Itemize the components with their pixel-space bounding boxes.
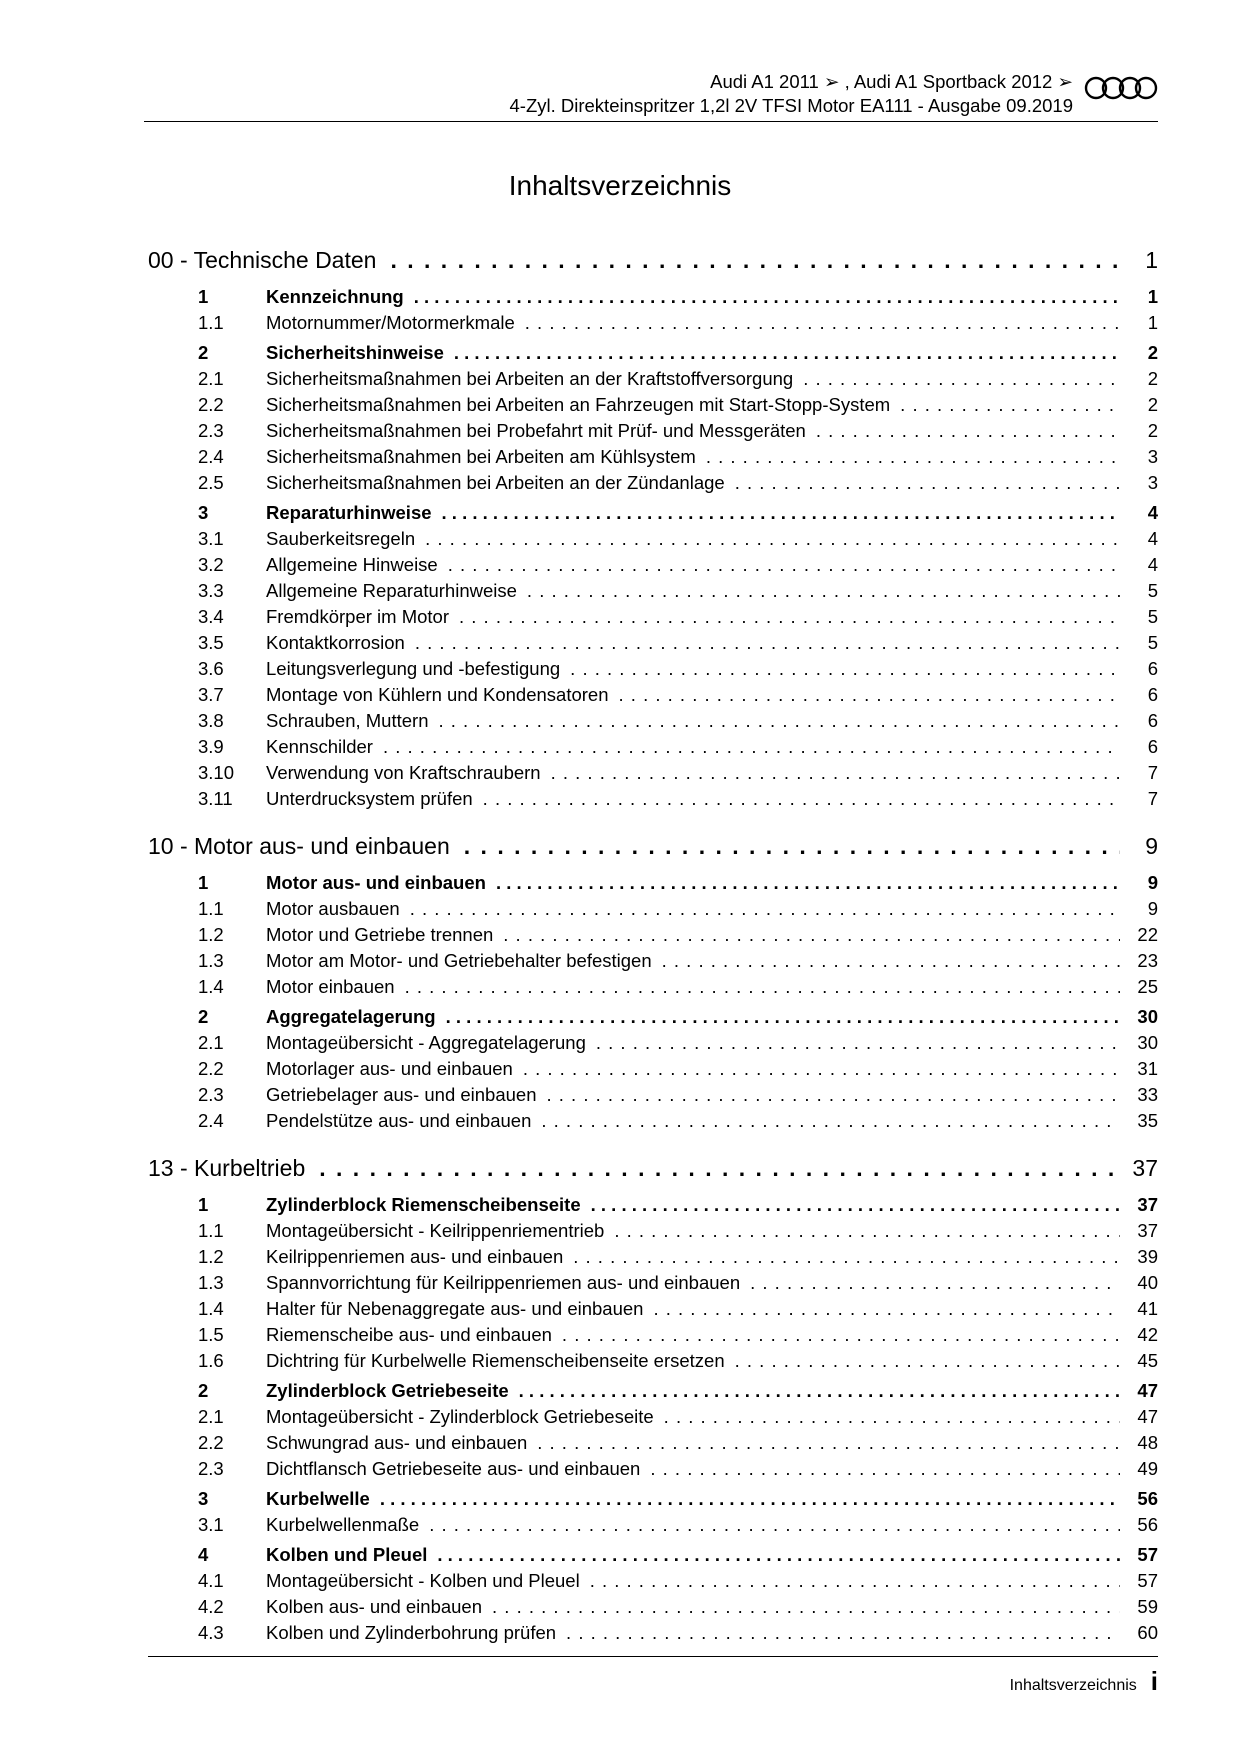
toc-section[interactable] xyxy=(148,340,1158,366)
toc-dot-leader xyxy=(454,340,1120,366)
toc-subsection[interactable] xyxy=(148,1620,1158,1646)
toc-entry-page: 5 xyxy=(1147,632,1158,653)
toc-dot-leader xyxy=(496,870,1120,896)
toc-subsection[interactable] xyxy=(148,1348,1158,1374)
toc-chapter[interactable] xyxy=(148,826,1158,866)
toc-entry-page: 5 xyxy=(1147,606,1158,627)
toc-dot-leader xyxy=(405,974,1120,1000)
footer-page-number: i xyxy=(1150,1666,1158,1696)
toc-entry-label: Montageübersicht - Kolben und Pleuel xyxy=(266,1570,580,1591)
toc-subsection[interactable] xyxy=(148,1218,1158,1244)
toc-entry-label: Allgemeine Reparaturhinweise xyxy=(266,580,517,601)
toc-dot-leader xyxy=(519,1378,1120,1404)
toc-entry-number: 2.1 xyxy=(198,368,224,389)
toc-entry-label: Sauberkeitsregeln xyxy=(266,528,416,549)
toc-section[interactable] xyxy=(148,1192,1158,1218)
toc-entry-page: 9 xyxy=(1145,833,1158,859)
toc-entry-number: 3.4 xyxy=(198,606,224,627)
header-line-1: Audi A1 2011 ➢ , Audi A1 Sportback 2012 ➢ xyxy=(710,71,1073,92)
toc-entry-page: 31 xyxy=(1137,1058,1158,1079)
toc-entry-label: Sicherheitshinweise xyxy=(266,342,444,363)
toc-dot-leader xyxy=(900,392,1120,418)
toc-entry-label: Sicherheitsmaßnahmen bei Arbeiten an der Zündanlage xyxy=(266,472,725,493)
toc-entry-number: 1 xyxy=(198,1194,209,1215)
toc-dot-leader xyxy=(596,1030,1120,1056)
toc-entry-label: Motor ausbauen xyxy=(266,898,400,919)
toc-entry-number: 1.4 xyxy=(198,1298,224,1319)
toc-subsection[interactable] xyxy=(148,1456,1158,1482)
toc-dot-leader xyxy=(483,786,1120,812)
toc-entry-page: 7 xyxy=(1147,762,1158,783)
toc-subsection[interactable] xyxy=(148,1030,1158,1056)
toc-entry-number: 3 xyxy=(198,1488,209,1509)
toc-dot-leader xyxy=(706,444,1120,470)
toc-entry-page: 1 xyxy=(1147,286,1158,307)
toc-entry-page: 40 xyxy=(1137,1272,1158,1293)
toc-entry-page: 6 xyxy=(1147,684,1158,705)
toc-entry-label: Montage von Kühlern und Kondensatoren xyxy=(266,684,609,705)
toc-entry-page: 49 xyxy=(1137,1458,1158,1479)
toc-dot-leader xyxy=(523,1056,1120,1082)
toc-entry-label: Spannvorrichtung für Keilrippenriemen aus- und einbauen xyxy=(266,1272,741,1293)
toc-subsection[interactable] xyxy=(148,1322,1158,1348)
toc-dot-leader xyxy=(750,1270,1120,1296)
toc-entry-label: Kennschilder xyxy=(266,736,373,757)
toc-dot-leader xyxy=(425,526,1120,552)
toc-dot-leader xyxy=(562,1322,1120,1348)
toc-subsection[interactable] xyxy=(148,310,1158,336)
toc-entry-page: 22 xyxy=(1137,924,1158,945)
toc-subsection[interactable] xyxy=(148,786,1158,812)
toc-entry-number: 1.3 xyxy=(198,950,224,971)
header-divider xyxy=(144,121,1158,122)
toc-subsection[interactable] xyxy=(148,1568,1158,1594)
toc-dot-leader xyxy=(590,1568,1120,1594)
toc-entry-label: 10 - Motor aus- und einbauen xyxy=(148,833,450,859)
toc-dot-leader xyxy=(503,922,1120,948)
toc-dot-leader xyxy=(650,1456,1120,1482)
toc-dot-leader xyxy=(619,682,1120,708)
toc-subsection[interactable] xyxy=(148,922,1158,948)
footer-label: Inhaltsverzeichnis xyxy=(1009,1677,1137,1694)
toc-dot-leader xyxy=(566,1620,1120,1646)
toc-entry-label: Dichtring für Kurbelwelle Riemenscheibenseite ersetzen xyxy=(266,1350,725,1371)
toc-subsection[interactable] xyxy=(148,1594,1158,1620)
toc-entry-number: 2.3 xyxy=(198,1084,224,1105)
toc-dot-leader xyxy=(570,656,1120,682)
toc-entry-number: 1 xyxy=(198,286,209,307)
toc-dot-leader xyxy=(390,240,1120,280)
toc-dot-leader xyxy=(541,1108,1120,1134)
toc-subsection[interactable] xyxy=(148,948,1158,974)
toc-subsection[interactable] xyxy=(148,1082,1158,1108)
toc-entry-number: 3.9 xyxy=(198,736,224,757)
toc-entry-page: 57 xyxy=(1137,1570,1158,1591)
toc-entry-label: Kolben aus- und einbauen xyxy=(266,1596,483,1617)
toc-dot-leader xyxy=(459,604,1120,630)
toc-entry-label: Riemenscheibe aus- und einbauen xyxy=(266,1324,552,1345)
toc-entry-label: Kennzeichnung xyxy=(266,286,404,307)
toc-dot-leader xyxy=(735,1348,1120,1374)
toc-entry-label: Halter für Nebenaggregate aus- und einbauen xyxy=(266,1298,644,1319)
toc-entry-number: 1.2 xyxy=(198,1246,224,1267)
toc-dot-leader xyxy=(446,1004,1120,1030)
toc-entry-label: Sicherheitsmaßnahmen bei Probefahrt mit Prüf- und Messgeräten xyxy=(266,420,806,441)
toc-subsection[interactable] xyxy=(148,682,1158,708)
toc-dot-leader xyxy=(492,1594,1120,1620)
toc-dot-leader xyxy=(573,1244,1120,1270)
toc-entry-number: 3.5 xyxy=(198,632,224,653)
toc-entry-number: 3.7 xyxy=(198,684,224,705)
toc-entry-page: 37 xyxy=(1137,1220,1158,1241)
toc-entry-number: 3.6 xyxy=(198,658,224,679)
toc-dot-leader xyxy=(383,734,1120,760)
toc-entry-page: 37 xyxy=(1137,1194,1158,1215)
toc-entry-label: Montageübersicht - Zylinderblock Getriebeseite xyxy=(266,1406,654,1427)
page-title: Inhaltsverzeichnis xyxy=(508,170,732,201)
toc-entry-label: Sicherheitsmaßnahmen bei Arbeiten an der Kraftstoffversorgung xyxy=(266,368,794,389)
toc-entry-label: Sicherheitsmaßnahmen bei Arbeiten am Kühlsystem xyxy=(266,446,696,467)
toc-subsection[interactable] xyxy=(148,974,1158,1000)
toc-entry-page: 2 xyxy=(1147,420,1158,441)
toc-entry-label: Keilrippenriemen aus- und einbauen xyxy=(266,1246,564,1267)
toc-entry-page: 1 xyxy=(1145,247,1158,273)
toc-dot-leader xyxy=(380,1486,1120,1512)
toc-entry-number: 1.1 xyxy=(198,898,224,919)
toc-entry-label: Schwungrad aus- und einbauen xyxy=(266,1432,528,1453)
toc-entry-page: 23 xyxy=(1137,950,1158,971)
toc-entry-page: 2 xyxy=(1147,368,1158,389)
toc-entry-number: 3 xyxy=(198,502,209,523)
toc-subsection[interactable] xyxy=(148,1512,1158,1538)
toc-entry-page: 4 xyxy=(1147,554,1158,575)
toc-entry-label: Motor einbauen xyxy=(266,976,395,997)
toc-entry-number: 1.4 xyxy=(198,976,224,997)
toc-dot-leader xyxy=(735,470,1120,496)
toc-section[interactable] xyxy=(148,1378,1158,1404)
toc-entry-number: 2.2 xyxy=(198,1432,224,1453)
toc-entry-label: Motorlager aus- und einbauen xyxy=(266,1058,513,1079)
toc-entry-page: 33 xyxy=(1137,1084,1158,1105)
toc-entry-page: 1 xyxy=(1147,312,1158,333)
toc-entry-number: 1.6 xyxy=(198,1350,224,1371)
toc-entry-page: 45 xyxy=(1137,1350,1158,1371)
toc-dot-leader xyxy=(442,500,1120,526)
toc-dot-leader xyxy=(537,1430,1120,1456)
toc-entry-number: 1.3 xyxy=(198,1272,224,1293)
toc-entry-number: 2.5 xyxy=(198,472,224,493)
toc-entry-number: 2 xyxy=(198,1380,209,1401)
toc-chapter[interactable] xyxy=(148,1148,1158,1188)
toc-entry-label: Kurbelwelle xyxy=(266,1488,370,1509)
toc-entry-page: 5 xyxy=(1147,580,1158,601)
toc-entry-page: 39 xyxy=(1137,1246,1158,1267)
toc-section[interactable] xyxy=(148,1486,1158,1512)
audi-rings-logo-icon xyxy=(1084,74,1158,102)
toc-entry-number: 2 xyxy=(198,342,209,363)
toc-subsection[interactable] xyxy=(148,1056,1158,1082)
toc-entry-label: Aggregatelagerung xyxy=(266,1006,436,1027)
toc-entry-number: 4.1 xyxy=(198,1570,224,1591)
toc-entry-label: 00 - Technische Daten xyxy=(148,247,377,273)
toc-entry-page: 59 xyxy=(1137,1596,1158,1617)
toc-subsection[interactable] xyxy=(148,526,1158,552)
toc-dot-leader xyxy=(614,1218,1120,1244)
toc-entry-number: 3.8 xyxy=(198,710,224,731)
toc-entry-page: 60 xyxy=(1137,1622,1158,1643)
toc-entry-page: 57 xyxy=(1137,1544,1158,1565)
toc-subsection[interactable] xyxy=(148,896,1158,922)
toc-dot-leader xyxy=(591,1192,1120,1218)
toc-dot-leader xyxy=(319,1148,1120,1188)
toc-dot-leader xyxy=(664,1404,1120,1430)
toc-entry-number: 2.4 xyxy=(198,446,224,467)
toc-dot-leader xyxy=(551,760,1120,786)
toc-entry-page: 7 xyxy=(1147,788,1158,809)
toc-dot-leader xyxy=(464,826,1120,866)
toc-section[interactable] xyxy=(148,870,1158,896)
toc-entry-number: 2 xyxy=(198,1006,209,1027)
toc-subsection[interactable] xyxy=(148,734,1158,760)
toc-entry-label: Reparaturhinweise xyxy=(266,502,432,523)
toc-entry-page: 6 xyxy=(1147,736,1158,757)
toc-entry-number: 3.3 xyxy=(198,580,224,601)
toc-entry-page: 6 xyxy=(1147,710,1158,731)
toc-entry-number: 3.10 xyxy=(198,762,235,783)
toc-entry-number: 2.3 xyxy=(198,1458,224,1479)
page-header xyxy=(144,70,1158,122)
toc-section[interactable] xyxy=(148,1542,1158,1568)
toc-entry-page: 37 xyxy=(1132,1155,1158,1181)
toc-dot-leader xyxy=(525,310,1120,336)
toc-entry-page: 47 xyxy=(1137,1406,1158,1427)
toc-entry-page: 48 xyxy=(1137,1432,1158,1453)
toc-subsection[interactable] xyxy=(148,760,1158,786)
toc-entry-number: 2.3 xyxy=(198,420,224,441)
toc-entry-label: Schrauben, Muttern xyxy=(266,710,429,731)
toc-entry-page: 9 xyxy=(1147,898,1158,919)
toc-entry-number: 3.11 xyxy=(198,788,233,809)
toc-dot-leader xyxy=(653,1296,1120,1322)
toc-dot-leader xyxy=(527,578,1120,604)
toc-subsection[interactable] xyxy=(148,1430,1158,1456)
toc-entry-number: 4.2 xyxy=(198,1596,224,1617)
toc-section[interactable] xyxy=(148,500,1158,526)
toc-entry-label: Kolben und Zylinderbohrung prüfen xyxy=(266,1622,557,1643)
header-line-2: 4-Zyl. Direkteinspritzer 1,2l 2V TFSI Motor EA111 - Ausgabe 09.2019 xyxy=(509,95,1073,116)
toc-subsection[interactable] xyxy=(148,1404,1158,1430)
toc-dot-leader xyxy=(547,1082,1121,1108)
toc-entry-label: Motor am Motor- und Getriebehalter befestigen xyxy=(266,950,652,971)
toc-entry-label: Kolben und Pleuel xyxy=(266,1544,428,1565)
toc-entry-page: 2 xyxy=(1147,394,1158,415)
toc-dot-leader xyxy=(437,1542,1120,1568)
toc-dot-leader xyxy=(410,896,1120,922)
toc-subsection[interactable] xyxy=(148,444,1158,470)
toc-chapter[interactable] xyxy=(148,240,1158,280)
toc-subsection[interactable] xyxy=(148,1270,1158,1296)
toc-entry-page: 35 xyxy=(1137,1110,1158,1131)
toc-dot-leader xyxy=(448,552,1120,578)
toc-dot-leader xyxy=(415,630,1120,656)
toc-dot-leader xyxy=(414,284,1120,310)
toc-entry-number: 4 xyxy=(198,1544,209,1565)
toc-entry-page: 25 xyxy=(1137,976,1158,997)
toc-entry-number: 3.1 xyxy=(198,1514,224,1535)
toc-entry-page: 56 xyxy=(1137,1514,1158,1535)
toc-entry-label: Montageübersicht - Keilrippenriementrieb xyxy=(266,1220,605,1241)
toc-entry-label: Kurbelwellenmaße xyxy=(266,1514,420,1535)
toc-dot-leader xyxy=(438,708,1120,734)
toc-entry-label: Allgemeine Hinweise xyxy=(266,554,438,575)
toc-section[interactable] xyxy=(148,1004,1158,1030)
toc-entry-number: 2.1 xyxy=(198,1032,224,1053)
toc-entry-label: Kontaktkorrosion xyxy=(266,632,405,653)
toc-subsection[interactable] xyxy=(148,552,1158,578)
toc-entry-label: Getriebelager aus- und einbauen xyxy=(266,1084,537,1105)
toc-subsection[interactable] xyxy=(148,1108,1158,1134)
toc-entry-label: Zylinderblock Getriebeseite xyxy=(266,1380,509,1401)
toc-entry-page: 3 xyxy=(1147,446,1158,467)
toc-entry-page: 2 xyxy=(1147,342,1158,363)
toc-entry-number: 2.2 xyxy=(198,1058,224,1079)
toc-entry-number: 3.2 xyxy=(198,554,224,575)
toc-entry-label: Montageübersicht - Aggregatelagerung xyxy=(266,1032,586,1053)
toc-entry-page: 4 xyxy=(1147,528,1158,549)
toc-entry-page: 9 xyxy=(1147,872,1158,893)
toc-entry-number: 4.3 xyxy=(198,1622,224,1643)
toc-entry-label: Motornummer/Motormerkmale xyxy=(266,312,515,333)
toc-entry-page: 56 xyxy=(1137,1488,1158,1509)
toc-entry-number: 1.2 xyxy=(198,924,224,945)
toc-subsection[interactable] xyxy=(148,1244,1158,1270)
toc-dot-leader xyxy=(803,366,1120,392)
toc-entry-label: Leitungsverlegung und -befestigung xyxy=(266,658,561,679)
toc-entry-page: 6 xyxy=(1147,658,1158,679)
toc-entry-page: 3 xyxy=(1147,472,1158,493)
toc-entry-number: 1.1 xyxy=(198,312,224,333)
toc-entry-number: 1 xyxy=(198,872,209,893)
toc-entry-page: 30 xyxy=(1137,1006,1158,1027)
toc-subsection[interactable] xyxy=(148,708,1158,734)
toc-entry-number: 2.2 xyxy=(198,394,224,415)
toc-entry-label: Zylinderblock Riemenscheibenseite xyxy=(266,1194,581,1215)
toc-dot-leader xyxy=(816,418,1120,444)
toc-entry-page: 42 xyxy=(1137,1324,1158,1345)
toc-entry-label: 13 - Kurbeltrieb xyxy=(148,1155,306,1181)
footer-divider xyxy=(148,1656,1158,1657)
toc-entry-number: 1.5 xyxy=(198,1324,224,1345)
toc-entry-label: Verwendung von Kraftschraubern xyxy=(266,762,541,783)
table-of-contents xyxy=(148,240,1158,1646)
page-footer xyxy=(1010,1666,1158,1697)
toc-subsection[interactable] xyxy=(148,392,1158,418)
toc-entry-page: 47 xyxy=(1137,1380,1158,1401)
toc-dot-leader xyxy=(429,1512,1120,1538)
toc-subsection[interactable] xyxy=(148,630,1158,656)
toc-subsection[interactable] xyxy=(148,1296,1158,1322)
toc-dot-leader xyxy=(662,948,1120,974)
toc-entry-label: Motor und Getriebe trennen xyxy=(266,924,494,945)
toc-entry-label: Fremdkörper im Motor xyxy=(266,606,449,627)
toc-subsection[interactable] xyxy=(148,578,1158,604)
toc-entry-page: 41 xyxy=(1137,1298,1158,1319)
toc-entry-number: 3.1 xyxy=(198,528,224,549)
toc-entry-label: Pendelstütze aus- und einbauen xyxy=(266,1110,532,1131)
toc-subsection[interactable] xyxy=(148,366,1158,392)
toc-subsection[interactable] xyxy=(148,418,1158,444)
toc-entry-number: 2.4 xyxy=(198,1110,224,1131)
toc-entry-number: 1.1 xyxy=(198,1220,224,1241)
toc-entry-label: Sicherheitsmaßnahmen bei Arbeiten an Fahrzeugen mit Start-Stopp-System xyxy=(266,394,891,415)
toc-entry-page: 4 xyxy=(1147,502,1158,523)
toc-entry-label: Unterdrucksystem prüfen xyxy=(266,788,473,809)
header-text xyxy=(510,70,1074,118)
toc-section[interactable] xyxy=(148,284,1158,310)
toc-entry-page: 30 xyxy=(1137,1032,1158,1053)
toc-entry-label: Dichtflansch Getriebeseite aus- und einbauen xyxy=(266,1458,641,1479)
toc-entry-label: Motor aus- und einbauen xyxy=(266,872,486,893)
toc-entry-number: 2.1 xyxy=(198,1406,224,1427)
toc-subsection[interactable] xyxy=(148,470,1158,496)
toc-subsection[interactable] xyxy=(148,656,1158,682)
toc-subsection[interactable] xyxy=(148,604,1158,630)
